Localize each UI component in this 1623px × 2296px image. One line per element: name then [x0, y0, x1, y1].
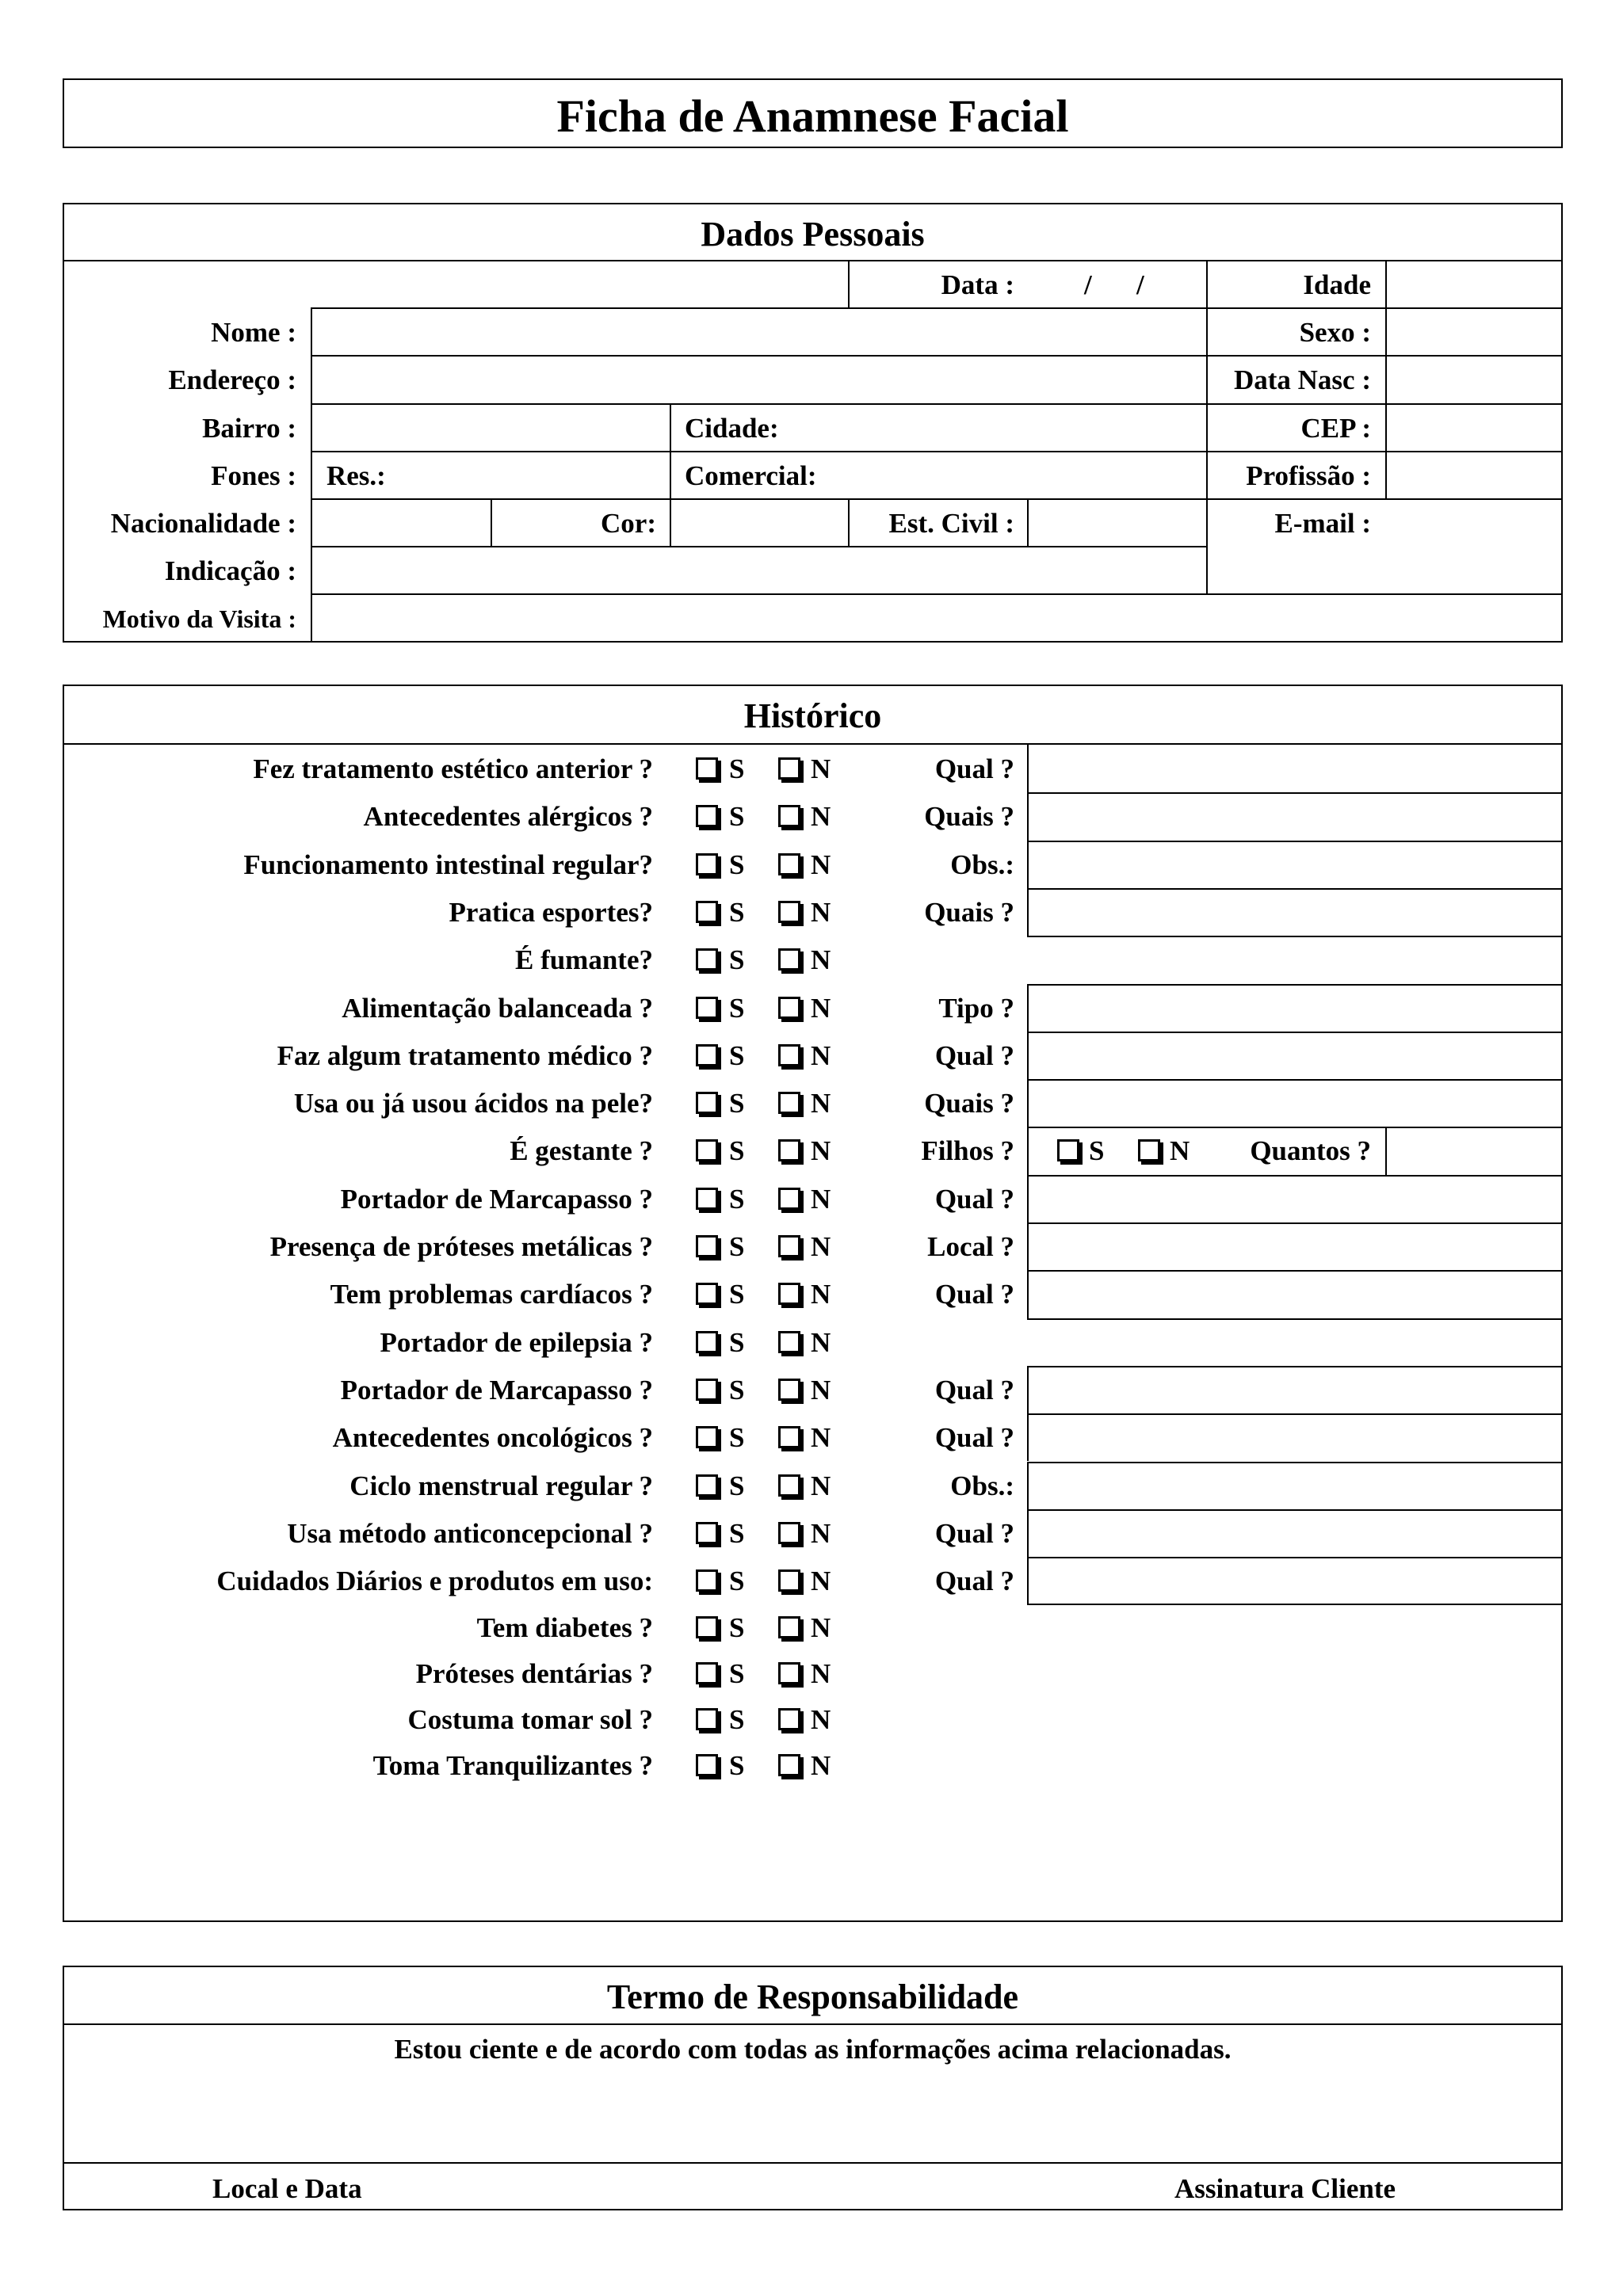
- cidade-label[interactable]: Cidade:: [685, 413, 779, 444]
- yes-checkbox[interactable]: [696, 1188, 718, 1210]
- grid-line: [1027, 1366, 1563, 1367]
- no-checkbox[interactable]: [778, 1283, 800, 1305]
- res-label[interactable]: Res.:: [327, 460, 386, 491]
- history-question: Usa ou já usou ácidos na pele?: [293, 1088, 653, 1119]
- history-question: É gestante ?: [510, 1135, 653, 1167]
- grid-line: [1027, 1270, 1563, 1272]
- history-answer-field[interactable]: [1029, 794, 1561, 838]
- history-followup-label: Tipo ?: [938, 992, 1014, 1024]
- yes-label: S: [729, 1279, 745, 1310]
- yes-label: S: [729, 1658, 745, 1689]
- assinatura-label: Assinatura Cliente: [1174, 2173, 1396, 2204]
- cor-label: Cor:: [601, 508, 656, 539]
- date-separator: /: [1084, 269, 1092, 300]
- yes-label: S: [729, 849, 745, 880]
- filhos-yes-label: S: [1089, 1135, 1105, 1167]
- grid-line: [1027, 888, 1563, 890]
- yes-label: S: [729, 1039, 745, 1071]
- no-label: N: [811, 1422, 831, 1454]
- history-question: Antecedentes oncológicos ?: [332, 1422, 653, 1454]
- grid-line: [1027, 1462, 1563, 1463]
- grid-line: [1027, 1127, 1563, 1128]
- indicacao-field[interactable]: [312, 547, 1205, 592]
- grid-line: [1027, 1557, 1029, 1604]
- bairro-label: Bairro :: [202, 413, 296, 444]
- yes-label: S: [729, 992, 745, 1024]
- history-followup-label: Qual ?: [934, 1183, 1014, 1215]
- yes-label: S: [729, 1135, 745, 1167]
- yes-checkbox[interactable]: [696, 1092, 718, 1114]
- cor-field[interactable]: [671, 500, 846, 544]
- yes-label: S: [729, 1422, 745, 1454]
- history-question: Presença de próteses metálicas ?: [269, 1231, 653, 1262]
- history-followup-label: Quais ?: [924, 896, 1014, 928]
- grid-line: [1027, 1175, 1029, 1222]
- no-label: N: [811, 1658, 831, 1689]
- data-label: Data :: [941, 269, 1014, 300]
- local-data-label: Local e Data: [212, 2173, 362, 2204]
- history-question: Usa método anticoncepcional ?: [287, 1517, 653, 1549]
- no-checkbox[interactable]: [778, 1754, 800, 1776]
- bairro-field[interactable]: [312, 405, 668, 449]
- yes-checkbox[interactable]: [696, 757, 718, 780]
- profissao-field[interactable]: [1387, 452, 1561, 497]
- terms-statement: Estou ciente e de acordo com todas as informações acima relacionadas.: [394, 2034, 1232, 2065]
- grid-line: [1027, 936, 1563, 937]
- idade-field[interactable]: [1387, 261, 1561, 306]
- no-checkbox[interactable]: [778, 805, 800, 827]
- no-label: N: [811, 1039, 831, 1071]
- no-label: N: [811, 1183, 831, 1215]
- yes-checkbox[interactable]: [696, 805, 718, 827]
- yes-checkbox[interactable]: [696, 1044, 718, 1066]
- history-followup-label: Qual ?: [934, 1279, 1014, 1310]
- yes-label: S: [729, 801, 745, 833]
- history-followup-label: Qual ?: [934, 1422, 1014, 1454]
- history-answer-field[interactable]: [1029, 986, 1561, 1030]
- yes-label: S: [729, 896, 745, 928]
- history-question: Tem problemas cardíacos ?: [330, 1279, 653, 1310]
- history-followup-label: Qual ?: [934, 753, 1014, 784]
- sexo-label: Sexo :: [1299, 317, 1371, 348]
- history-followup-label: Obs.:: [950, 849, 1014, 880]
- yes-label: S: [729, 753, 745, 784]
- no-checkbox[interactable]: [778, 1044, 800, 1066]
- no-label: N: [811, 1374, 831, 1405]
- no-label: N: [811, 801, 831, 833]
- indicacao-label: Indicação :: [164, 555, 296, 586]
- no-label: N: [811, 1750, 831, 1781]
- data-nasc-label: Data Nasc :: [1233, 364, 1371, 395]
- grid-line: [1027, 1462, 1029, 1509]
- yes-checkbox[interactable]: [696, 1331, 718, 1353]
- est-civil-field[interactable]: [1029, 500, 1205, 544]
- email-label: E-mail :: [1274, 508, 1371, 539]
- history-answer-field[interactable]: [1029, 1272, 1561, 1316]
- history-answer-field[interactable]: [1029, 1367, 1561, 1412]
- history-followup-label: Obs.:: [950, 1470, 1014, 1501]
- no-label: N: [811, 1088, 831, 1119]
- no-checkbox[interactable]: [778, 1331, 800, 1353]
- cep-label: CEP :: [1300, 413, 1371, 444]
- filhos-yes-checkbox[interactable]: [1057, 1139, 1079, 1161]
- nacionalidade-label: Nacionalidade :: [110, 508, 296, 539]
- history-followup-label: Filhos ?: [921, 1135, 1014, 1167]
- yes-checkbox[interactable]: [696, 1139, 718, 1161]
- no-checkbox[interactable]: [778, 1662, 800, 1684]
- yes-label: S: [729, 1088, 745, 1119]
- grid-line: [1027, 745, 1029, 792]
- grid-line: [1027, 1079, 1563, 1081]
- history-followup-label: Local ?: [927, 1231, 1014, 1262]
- grid-line: [1027, 792, 1563, 794]
- yes-label: S: [729, 1374, 745, 1405]
- grid-line: [1027, 888, 1029, 936]
- comercial-label[interactable]: Comercial:: [685, 460, 817, 491]
- yes-label: S: [729, 1183, 745, 1215]
- grid-line: [1027, 1175, 1563, 1177]
- history-answer-field[interactable]: [1029, 1511, 1561, 1555]
- history-heading: Histórico: [743, 696, 882, 735]
- history-question: Portador de epilepsia ?: [380, 1326, 653, 1358]
- grid-line: [1027, 1270, 1029, 1318]
- endereco-label: Endereço :: [168, 364, 296, 395]
- history-question: Tem diabetes ?: [476, 1612, 653, 1643]
- no-label: N: [811, 1279, 831, 1310]
- no-checkbox[interactable]: [778, 1474, 800, 1497]
- sexo-field[interactable]: [1387, 309, 1561, 353]
- yes-checkbox[interactable]: [696, 1616, 718, 1638]
- yes-checkbox[interactable]: [696, 1235, 718, 1257]
- page-title: Ficha de Anamnese Facial: [556, 90, 1069, 142]
- motivo-field[interactable]: [312, 595, 1561, 641]
- no-label: N: [811, 1566, 831, 1597]
- yes-label: S: [729, 1470, 745, 1501]
- yes-checkbox[interactable]: [696, 853, 718, 875]
- yes-checkbox[interactable]: [696, 1662, 718, 1684]
- grid-line: [1027, 841, 1029, 888]
- yes-checkbox[interactable]: [696, 1283, 718, 1305]
- history-answer-field[interactable]: [1029, 746, 1561, 791]
- yes-checkbox[interactable]: [696, 1474, 718, 1497]
- grid-line: [1027, 1366, 1029, 1413]
- grid-line: [1027, 984, 1563, 986]
- history-question: Fez tratamento estético anterior ?: [253, 753, 653, 784]
- yes-checkbox[interactable]: [696, 1569, 718, 1592]
- history-answer-field[interactable]: [1029, 1463, 1561, 1508]
- data-nasc-field[interactable]: [1387, 357, 1561, 402]
- yes-checkbox[interactable]: [696, 997, 718, 1019]
- date-field[interactable]: [1022, 261, 1205, 306]
- no-checkbox[interactable]: [778, 1139, 800, 1161]
- history-followup-label: Quais ?: [924, 801, 1014, 833]
- grid-line: [1027, 792, 1029, 840]
- no-checkbox[interactable]: [778, 1569, 800, 1592]
- history-answer-field[interactable]: [1029, 1081, 1561, 1125]
- nome-field[interactable]: [312, 309, 1205, 353]
- no-checkbox[interactable]: [778, 853, 800, 875]
- history-question: Toma Tranquilizantes ?: [372, 1750, 653, 1781]
- history-question: Ciclo menstrual regular ?: [349, 1470, 653, 1501]
- no-checkbox[interactable]: [778, 1188, 800, 1210]
- history-answer-field[interactable]: [1029, 1415, 1561, 1459]
- no-checkbox[interactable]: [778, 757, 800, 780]
- yes-checkbox[interactable]: [696, 1379, 718, 1401]
- grid-line: [1027, 1318, 1563, 1320]
- history-question: Funcionamento intestinal regular?: [243, 849, 653, 880]
- history-question: Próteses dentárias ?: [415, 1658, 653, 1689]
- history-answer-field[interactable]: [1029, 1224, 1561, 1268]
- history-answer-field[interactable]: [1029, 1033, 1561, 1077]
- yes-label: S: [729, 1704, 745, 1735]
- history-answer-field[interactable]: [1029, 1177, 1561, 1221]
- date-separator: /: [1136, 269, 1144, 300]
- history-question: Portador de Marcapasso ?: [340, 1374, 653, 1405]
- no-label: N: [811, 753, 831, 784]
- no-checkbox[interactable]: [778, 1426, 800, 1448]
- yes-checkbox[interactable]: [696, 1522, 718, 1544]
- no-checkbox[interactable]: [778, 948, 800, 971]
- grid-line: [1027, 1032, 1029, 1079]
- grid-line: [1027, 1604, 1563, 1605]
- no-label: N: [811, 1326, 831, 1358]
- grid-line: [1027, 1413, 1563, 1415]
- yes-checkbox[interactable]: [696, 1708, 718, 1730]
- no-checkbox[interactable]: [778, 901, 800, 923]
- yes-checkbox[interactable]: [696, 948, 718, 971]
- endereco-field[interactable]: [312, 357, 1205, 402]
- no-label: N: [811, 944, 831, 976]
- history-answer-field[interactable]: [1029, 890, 1561, 934]
- no-label: N: [811, 1612, 831, 1643]
- filhos-no-label: N: [1170, 1135, 1190, 1167]
- history-question: Costuma tomar sol ?: [407, 1704, 653, 1735]
- history-followup-label: Qual ?: [934, 1517, 1014, 1549]
- history-followup-label: Qual ?: [934, 1039, 1014, 1071]
- nome-label: Nome :: [211, 317, 296, 348]
- history-answer-field[interactable]: [1029, 1558, 1561, 1602]
- no-checkbox[interactable]: [778, 1522, 800, 1544]
- idade-label: Idade: [1303, 269, 1371, 300]
- no-label: N: [811, 1231, 831, 1262]
- history-followup-label: Qual ?: [934, 1566, 1014, 1597]
- yes-label: S: [729, 1326, 745, 1358]
- est-civil-label: Est. Civil :: [888, 508, 1014, 539]
- profissao-label: Profissão :: [1246, 460, 1371, 491]
- personal-heading: Dados Pessoais: [701, 215, 925, 254]
- motivo-label: Motivo da Visita :: [102, 605, 296, 633]
- no-checkbox[interactable]: [778, 1616, 800, 1638]
- history-question: Alimentação balanceada ?: [342, 992, 653, 1024]
- no-checkbox[interactable]: [778, 1092, 800, 1114]
- yes-label: S: [729, 1566, 745, 1597]
- grid-line: [1027, 1557, 1563, 1558]
- history-followup-label: Quais ?: [924, 1088, 1014, 1119]
- yes-checkbox[interactable]: [696, 1426, 718, 1448]
- no-checkbox[interactable]: [778, 1379, 800, 1401]
- nacionalidade-field[interactable]: [312, 500, 489, 544]
- yes-label: S: [729, 1517, 745, 1549]
- yes-label: S: [729, 1612, 745, 1643]
- history-question: É fumante?: [514, 944, 653, 976]
- no-checkbox[interactable]: [778, 1235, 800, 1257]
- grid-line: [1027, 1127, 1029, 1174]
- no-label: N: [811, 1704, 831, 1735]
- history-question: Portador de Marcapasso ?: [340, 1183, 653, 1215]
- history-question: Pratica esportes?: [449, 896, 653, 928]
- cep-field[interactable]: [1387, 405, 1561, 449]
- terms-heading: Termo de Responsabilidade: [606, 1978, 1019, 2016]
- grid-line: [1027, 1413, 1029, 1461]
- grid-line: [1027, 1509, 1029, 1557]
- quantos-label: Quantos ?: [1250, 1135, 1371, 1167]
- grid-line: [1027, 1509, 1563, 1511]
- history-followup-label: Qual ?: [934, 1374, 1014, 1405]
- yes-label: S: [729, 944, 745, 976]
- grid-line: [1027, 1079, 1029, 1127]
- no-label: N: [811, 1517, 831, 1549]
- no-label: N: [811, 992, 831, 1024]
- yes-checkbox[interactable]: [696, 901, 718, 923]
- yes-checkbox[interactable]: [696, 1754, 718, 1776]
- grid-line: [1027, 1222, 1029, 1270]
- no-checkbox[interactable]: [778, 1708, 800, 1730]
- history-question: Cuidados Diários e produtos em uso:: [216, 1566, 653, 1597]
- grid-line: [1027, 1222, 1563, 1224]
- quantos-field[interactable]: [1387, 1128, 1561, 1173]
- grid-line: [1027, 984, 1029, 1032]
- no-label: N: [811, 1470, 831, 1501]
- history-question: Antecedentes alérgicos ?: [363, 801, 653, 833]
- history-answer-field[interactable]: [1029, 842, 1561, 887]
- history-question: Faz algum tratamento médico ?: [277, 1039, 653, 1071]
- yes-label: S: [729, 1231, 745, 1262]
- no-label: N: [811, 896, 831, 928]
- grid-line: [1027, 841, 1563, 842]
- no-label: N: [811, 1135, 831, 1167]
- filhos-no-checkbox[interactable]: [1138, 1139, 1160, 1161]
- fones-label: Fones :: [211, 460, 296, 491]
- grid-line: [1385, 1127, 1387, 1174]
- yes-label: S: [729, 1750, 745, 1781]
- no-label: N: [811, 849, 831, 880]
- grid-line: [1027, 1032, 1563, 1033]
- no-checkbox[interactable]: [778, 997, 800, 1019]
